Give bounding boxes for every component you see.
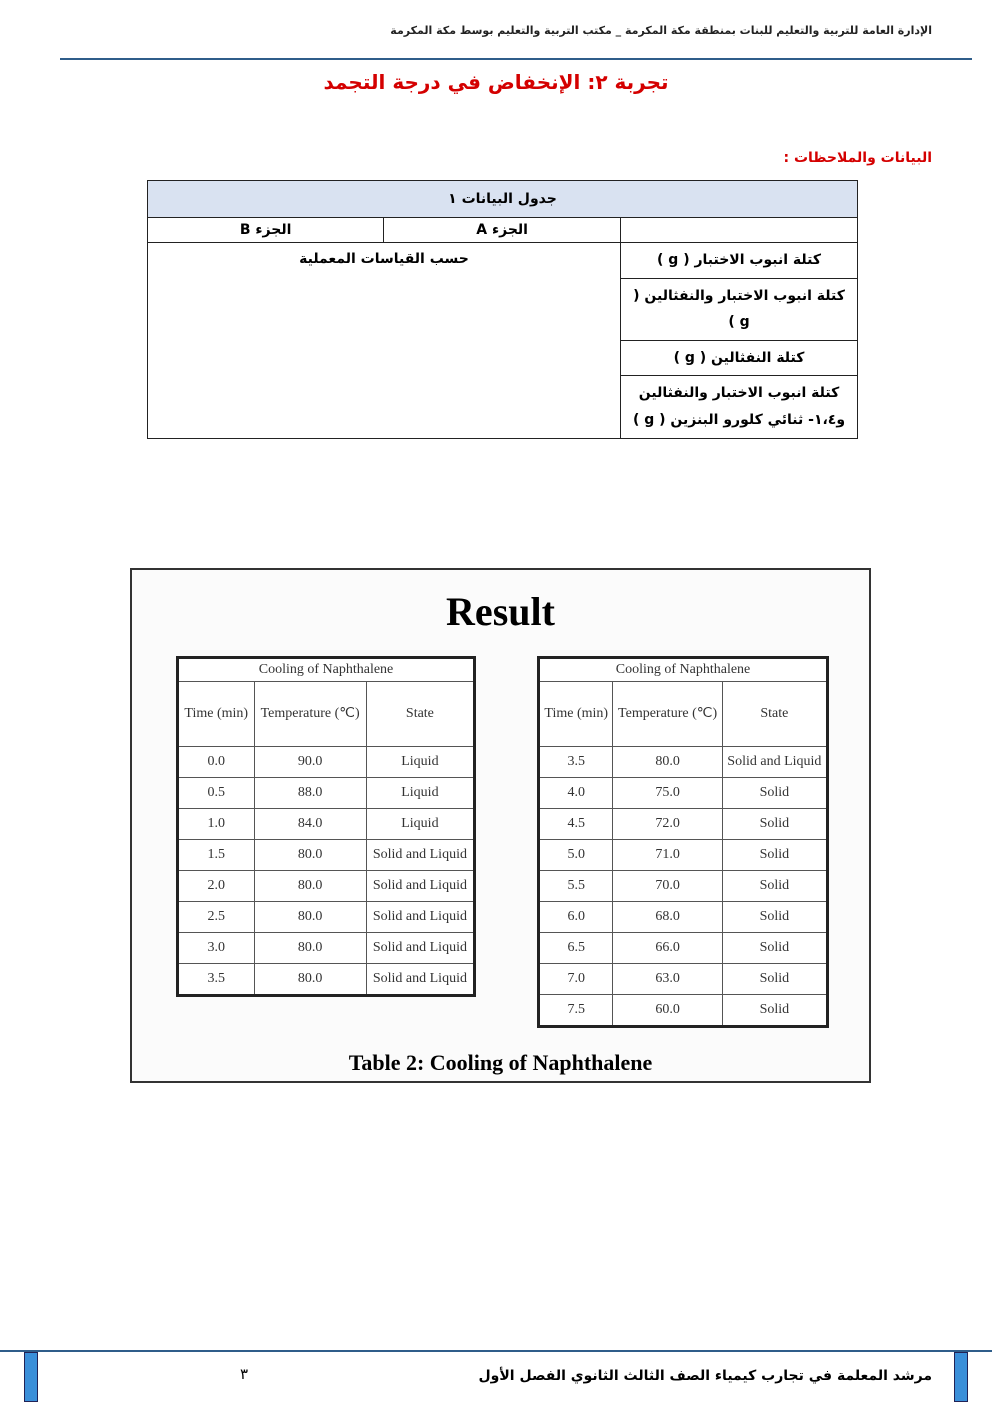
- table-row: [178, 871, 475, 902]
- table-row: [539, 964, 828, 995]
- table-row: [178, 778, 475, 809]
- temperature-cell: 80.0: [254, 902, 366, 933]
- state-cell: Solid: [722, 778, 827, 809]
- temperature-cell: 84.0: [254, 809, 366, 840]
- page-number: ٣: [240, 1365, 249, 1383]
- time-cell: 4.0: [539, 778, 613, 809]
- time-cell: 1.5: [178, 840, 255, 871]
- result-title: Result: [446, 589, 555, 634]
- table-row: [178, 809, 475, 840]
- time-header: Time (min): [178, 682, 255, 747]
- table-row: [539, 995, 828, 1027]
- state-cell: Liquid: [366, 747, 474, 778]
- page-header: الإدارة العامة للتربية والتعليم للبنات بمنطقة مكة المكرمة _ مكتب التربية والتعليم بوسط مكة المكرمة: [390, 24, 932, 37]
- temperature-header: Temperature (℃): [254, 682, 366, 747]
- table-row: [178, 964, 475, 996]
- state-cell: Solid: [722, 964, 827, 995]
- time-cell: 6.0: [539, 902, 613, 933]
- temperature-cell: 70.0: [613, 871, 722, 902]
- cooling-table-caption: Cooling of Naphthalene: [178, 658, 475, 682]
- state-cell: Solid and Liquid: [366, 933, 474, 964]
- row-label: كتلة النفثالين ( g ): [621, 340, 858, 376]
- cooling-table-body: [178, 747, 475, 996]
- state-cell: Solid and Liquid: [366, 840, 474, 871]
- state-header: State: [366, 682, 474, 747]
- table-row: [148, 243, 858, 279]
- row-label: كتلة انبوب الاختبار والنفثالين ( g ): [621, 278, 858, 340]
- footer-divider: [0, 1350, 992, 1352]
- section-label: البيانات والملاحظات :: [783, 150, 932, 166]
- row-label: كتلة انبوب الاختبار والنفثالين و١،٤- ثنائي كلورو البنزين ( g ): [621, 376, 858, 438]
- state-cell: Solid: [722, 809, 827, 840]
- state-cell: Liquid: [366, 778, 474, 809]
- state-cell: Solid: [722, 902, 827, 933]
- result-caption: Table 2: Cooling of Naphthalene: [348, 1050, 653, 1075]
- cooling-table-caption: Cooling of Naphthalene: [539, 658, 828, 682]
- temperature-cell: 72.0: [613, 809, 722, 840]
- row-label: كتلة انبوب الاختبار ( g ): [621, 243, 858, 279]
- temperature-cell: 80.0: [254, 840, 366, 871]
- table-row: [539, 902, 828, 933]
- table-row: [539, 840, 828, 871]
- footer-accent-left: [24, 1352, 38, 1402]
- temperature-cell: 90.0: [254, 747, 366, 778]
- table-row: [178, 840, 475, 871]
- time-cell: 0.5: [178, 778, 255, 809]
- footer-text: مرشد المعلمة في تجارب كيمياء الصف الثالث الثانوي الفصل الأول: [478, 1368, 932, 1384]
- table-row: [539, 871, 828, 902]
- temperature-cell: 71.0: [613, 840, 722, 871]
- temperature-cell: 80.0: [254, 964, 366, 996]
- state-cell: Liquid: [366, 809, 474, 840]
- state-cell: Solid and Liquid: [722, 747, 827, 778]
- temperature-cell: 80.0: [613, 747, 722, 778]
- time-cell: 2.5: [178, 902, 255, 933]
- header-divider: [60, 58, 972, 60]
- table-row: [539, 809, 828, 840]
- data-table: [147, 180, 858, 439]
- state-cell: Solid: [722, 840, 827, 871]
- temperature-header: Temperature (℃): [613, 682, 722, 747]
- empty-header-cell: [621, 218, 858, 243]
- time-cell: 3.0: [178, 933, 255, 964]
- time-cell: 7.5: [539, 995, 613, 1027]
- result-figure: [130, 568, 871, 1083]
- time-cell: 5.5: [539, 871, 613, 902]
- table-row: [539, 747, 828, 778]
- time-cell: 6.5: [539, 933, 613, 964]
- time-cell: 2.0: [178, 871, 255, 902]
- part-a-header: الجزء A: [384, 218, 621, 243]
- temperature-cell: 80.0: [254, 933, 366, 964]
- state-cell: Solid and Liquid: [366, 964, 474, 996]
- temperature-cell: 60.0: [613, 995, 722, 1027]
- state-cell: Solid and Liquid: [366, 871, 474, 902]
- state-cell: Solid: [722, 871, 827, 902]
- merged-value-cell: حسب القياسات المعملية: [148, 243, 621, 439]
- time-cell: 1.0: [178, 809, 255, 840]
- temperature-cell: 88.0: [254, 778, 366, 809]
- temperature-cell: 66.0: [613, 933, 722, 964]
- table-row: [539, 778, 828, 809]
- time-cell: 3.5: [178, 964, 255, 996]
- table-caption: جدول البيانات ١: [148, 181, 858, 218]
- table-header-row: [148, 218, 858, 243]
- time-cell: 5.0: [539, 840, 613, 871]
- table-caption-row: [148, 181, 858, 218]
- experiment-title: تجربة ٢: الإنخفاض في درجة التجمد: [323, 70, 669, 94]
- cooling-table-left: [176, 656, 476, 997]
- temperature-cell: 75.0: [613, 778, 722, 809]
- state-header: State: [722, 682, 827, 747]
- table-row: [178, 747, 475, 778]
- time-cell: 7.0: [539, 964, 613, 995]
- cooling-table-right: [537, 656, 829, 1028]
- temperature-cell: 80.0: [254, 871, 366, 902]
- time-cell: 4.5: [539, 809, 613, 840]
- table-row: [178, 933, 475, 964]
- table-row: [178, 902, 475, 933]
- table-row: [539, 933, 828, 964]
- state-cell: Solid: [722, 933, 827, 964]
- cooling-table-body: [539, 747, 828, 1027]
- time-header: Time (min): [539, 682, 613, 747]
- time-cell: 0.0: [178, 747, 255, 778]
- state-cell: Solid and Liquid: [366, 902, 474, 933]
- time-cell: 3.5: [539, 747, 613, 778]
- temperature-cell: 68.0: [613, 902, 722, 933]
- temperature-cell: 63.0: [613, 964, 722, 995]
- state-cell: Solid: [722, 995, 827, 1027]
- footer-accent-right: [954, 1352, 968, 1402]
- part-b-header: الجزء B: [148, 218, 384, 243]
